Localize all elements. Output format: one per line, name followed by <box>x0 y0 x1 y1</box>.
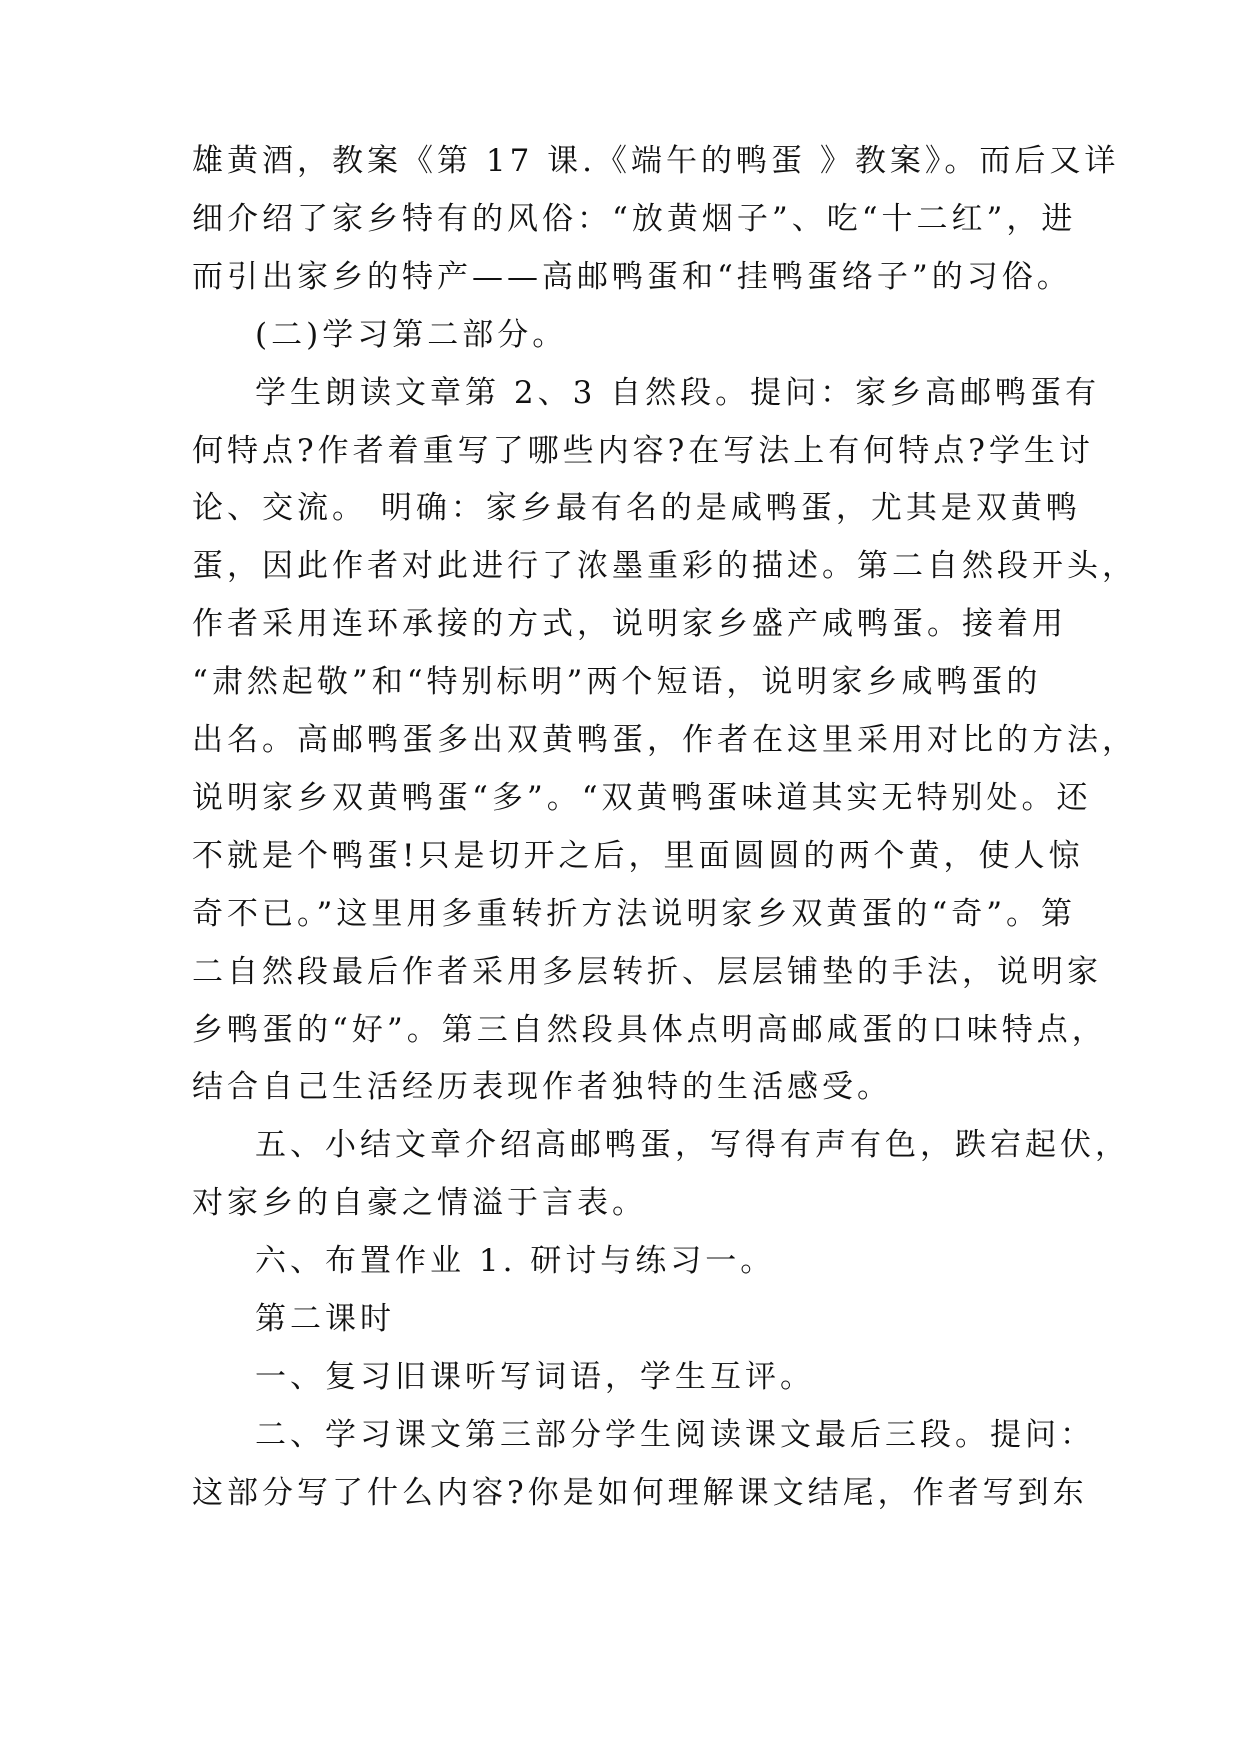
text-line: “肃然起敬”和“特别标明”两个短语，说明家乡咸鸭蛋的 <box>192 664 1042 700</box>
text-line: 细介绍了家乡特有的风俗：“放黄烟子”、吃“十二红”，进 <box>192 201 1077 237</box>
text-line: 结合自己生活经历表现作者独特的生活感受。 <box>192 1069 892 1105</box>
text-line: 说明家乡双黄鸭蛋“多”。“双黄鸭蛋味道其实无特别处。还 <box>192 780 1092 816</box>
text-line: 不就是个鸭蛋!只是切开之后，里面圆圆的两个黄，使人惊 <box>192 838 1084 874</box>
text-line: 出名。高邮鸭蛋多出双黄鸭蛋，作者在这里采用对比的方法， <box>192 722 1137 758</box>
text-line: 论、交流。 明确：家乡最有名的是咸鸭蛋，尤其是双黄鸭 <box>192 490 1081 526</box>
text-line: (二)学习第二部分。 <box>255 317 568 353</box>
text-line: 六、布置作业 1. 研讨与练习一。 <box>255 1243 776 1279</box>
text-line: 一、复习旧课听写词语，学生互评。 <box>255 1359 815 1395</box>
text-line: 作者采用连环承接的方式，说明家乡盛产咸鸭蛋。接着用 <box>192 606 1067 642</box>
text-line: 对家乡的自豪之情溢于言表。 <box>192 1185 647 1221</box>
text-line: 奇不已。”这里用多重转折方法说明家乡双黄蛋的“奇”。第 <box>192 896 1077 932</box>
text-line: 何特点?作者着重写了哪些内容?在写法上有何特点?学生讨 <box>192 433 1094 469</box>
text-line: 蛋，因此作者对此进行了浓墨重彩的描述。第二自然段开头， <box>192 548 1137 584</box>
text-line: 而引出家乡的特产——高邮鸭蛋和“挂鸭蛋络子”的习俗。 <box>192 259 1072 295</box>
text-line: 这部分写了什么内容?你是如何理解课文结尾，作者写到东 <box>192 1475 1088 1511</box>
text-line: 乡鸭蛋的“好”。第三自然段具体点明高邮咸蛋的口味特点， <box>192 1012 1107 1048</box>
text-line: 五、小结文章介绍高邮鸭蛋，写得有声有色，跌宕起伏， <box>255 1127 1130 1163</box>
text-line: 二、学习课文第三部分学生阅读课文最后三段。提问： <box>255 1417 1095 1453</box>
text-line: 第二课时 <box>255 1301 395 1337</box>
text-line: 学生朗读文章第 2、3 自然段。提问：家乡高邮鸭蛋有 <box>255 375 1101 411</box>
text-line: 二自然段最后作者采用多层转折、层层铺垫的手法，说明家 <box>192 954 1102 990</box>
text-line: 雄黄酒，教案《第 17 课.《端午的鸭蛋 》教案》。而后又详 <box>192 143 1120 179</box>
